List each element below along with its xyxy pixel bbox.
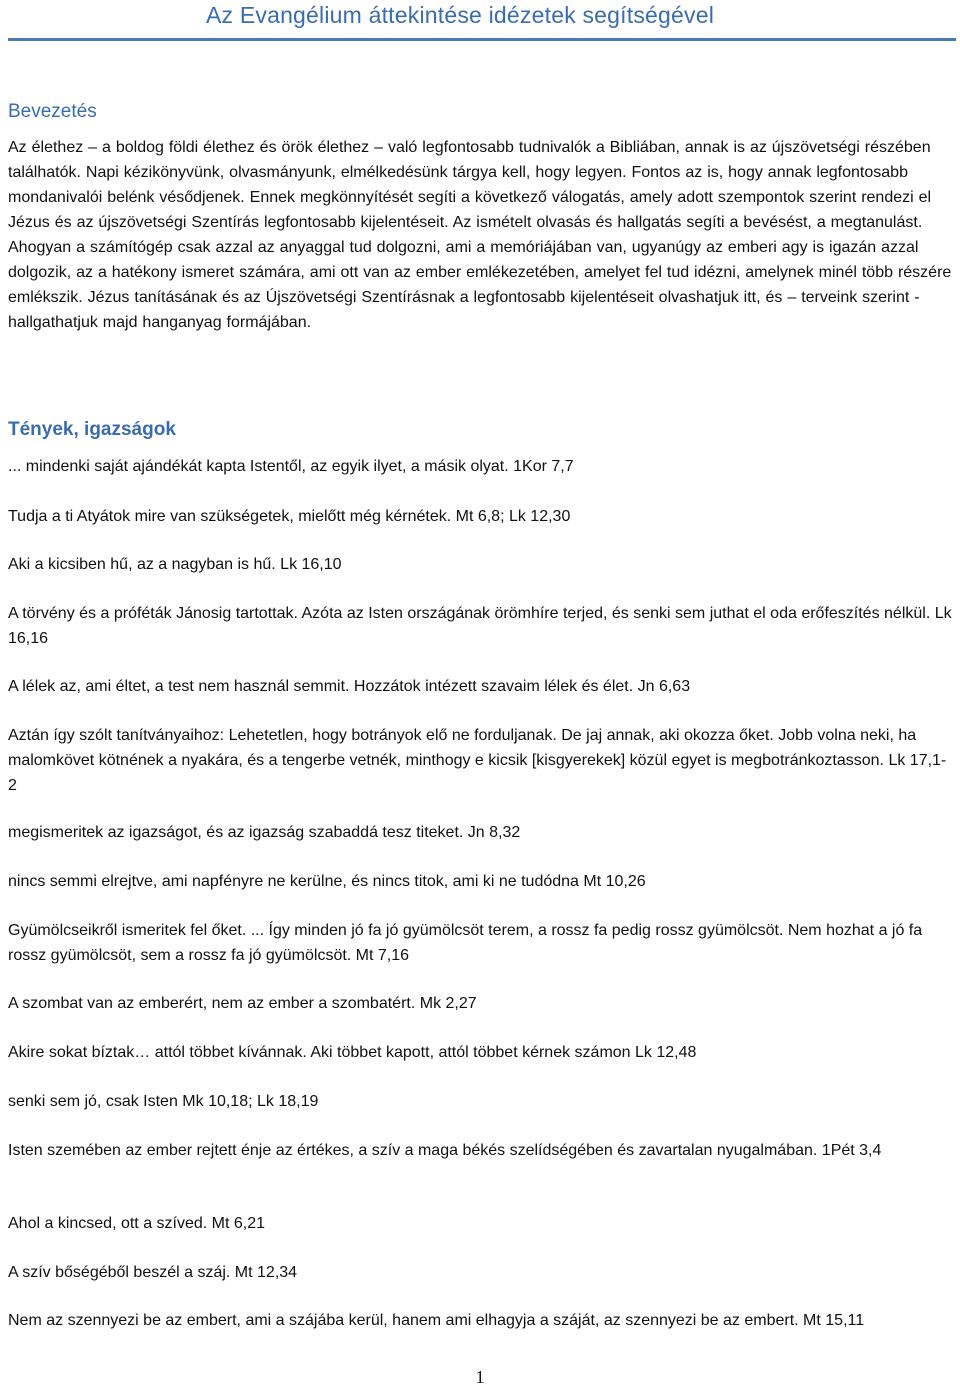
quote-item: A lélek az, ami éltet, a test nem használ semmit. Hozzátok intézett szavaim lélek és élet. Jn 6,63: [8, 678, 691, 695]
quote-item: A törvény és a próféták Jánosig tartottak. Azóta az Isten országának örömhíre terjed, és senki sem juthat el oda erőfeszítés nélkül. Lk 16,16: [8, 605, 952, 647]
title-underline-rule: [8, 38, 956, 41]
quote-item: Akire sokat bíztak… attól többet kívánnak. Aki többet kapott, attól többet kérnek számon Lk 12,48: [8, 1044, 697, 1061]
page-number: 1: [475, 1367, 485, 1387]
quote-item: Aztán így szólt tanítványaihoz: Lehetetlen, hogy botrányok elő ne forduljanak. De jaj annak, aki okozza őket. Jobb volna neki, ha malomkövet kötnének a nyakára, és a tengerbe vetnék, minthogy e kicsik [kisgyerekek] közül egyet is megbotránkoztasson. Lk 17,1-2: [8, 727, 947, 794]
intro-paragraph: Az élethez – a boldog földi élethez és örök élethez – való legfontosabb tudnivalók a Bibliában, annak is az újszövetségi részében találhatók. Napi kézikönyvünk, olvasmányunk, elmélkedésünk tárgya kell, hogy legyen. Fontos az is, hogy annak legfontosabb mondanivalói belénk vésődjenek. Ennek megkönnyítését segíti a következő válogatás, amely adott szempontok szerint rendezi el Jézus és az újszövetségi Szentírás legfontosabb kijelentéseit. Az ismételt olvasás és hallgatás segíti a bevésést, a megtanulást. Ahogyan a számítógép csak azzal az anyaggal tud dolgozni, ami a memóriájában van, ugyanúgy az emberi agy is igazán azzal dolgozik, az a hatékony ismeret számára, ami ott van az ember emlékezetében, amelyet fel tud idézni, amelynek minél több részére emlékszik. Jézus tanításának és az Újszövetségi Szentírásnak a legfontosabb kijelentéseit olvashatjuk itt, és – terveink szerint - hallgathatjuk majd hanganyag formájában.: [8, 139, 952, 331]
quote-item: Ahol a kincsed, ott a szíved. Mt 6,21: [8, 1215, 266, 1232]
intro-heading: Bevezetés: [8, 101, 97, 122]
quote-item: Nem az szennyezi be az embert, ami a szájába kerül, hanem ami elhagyja a száját, az szennyezi be az embert. Mt 15,11: [8, 1312, 865, 1329]
quote-item: A szív bőségéből beszél a száj. Mt 12,34: [8, 1264, 298, 1281]
quote-item: Aki a kicsiben hű, az a nagyban is hű. Lk 16,10: [8, 556, 342, 573]
facts-heading: Tények, igazságok: [8, 419, 176, 440]
document-title: Az Evangélium áttekintése idézetek segítségével: [206, 2, 715, 28]
quote-item: Isten szemében az ember rejtett énje az értékes, a szív a maga békés szelídségében és zavartalan nyugalmában. 1Pét 3,4: [8, 1142, 882, 1159]
quote-item: Tudja a ti Atyátok mire van szükségetek, mielőtt még kérnétek. Mt 6,8; Lk 12,30: [8, 508, 571, 525]
quote-item: A szombat van az emberért, nem az ember a szombatért. Mk 2,27: [8, 995, 477, 1012]
quote-item: megismeritek az igazságot, és az igazság szabaddá tesz titeket. Jn 8,32: [8, 824, 521, 841]
quote-item: senki sem jó, csak Isten Mk 10,18; Lk 18,19: [8, 1093, 319, 1110]
quote-item: Gyümölcseikről ismeritek fel őket. ... Így minden jó fa jó gyümölcsöt terem, a rossz fa pedig rossz gyümölcsöt. Nem hozhat a jó fa rossz gyümölcsöt, sem a rossz fa jó gyümölcsöt. Mt 7,16: [8, 922, 923, 964]
quote-item: nincs semmi elrejtve, ami napfényre ne kerülne, és nincs titok, ami ki ne tudódna Mt 10,26: [8, 873, 646, 890]
quote-item: ... mindenki saját ajándékát kapta Istentől, az egyik ilyet, a másik olyat. 1Kor 7,7: [8, 458, 574, 475]
